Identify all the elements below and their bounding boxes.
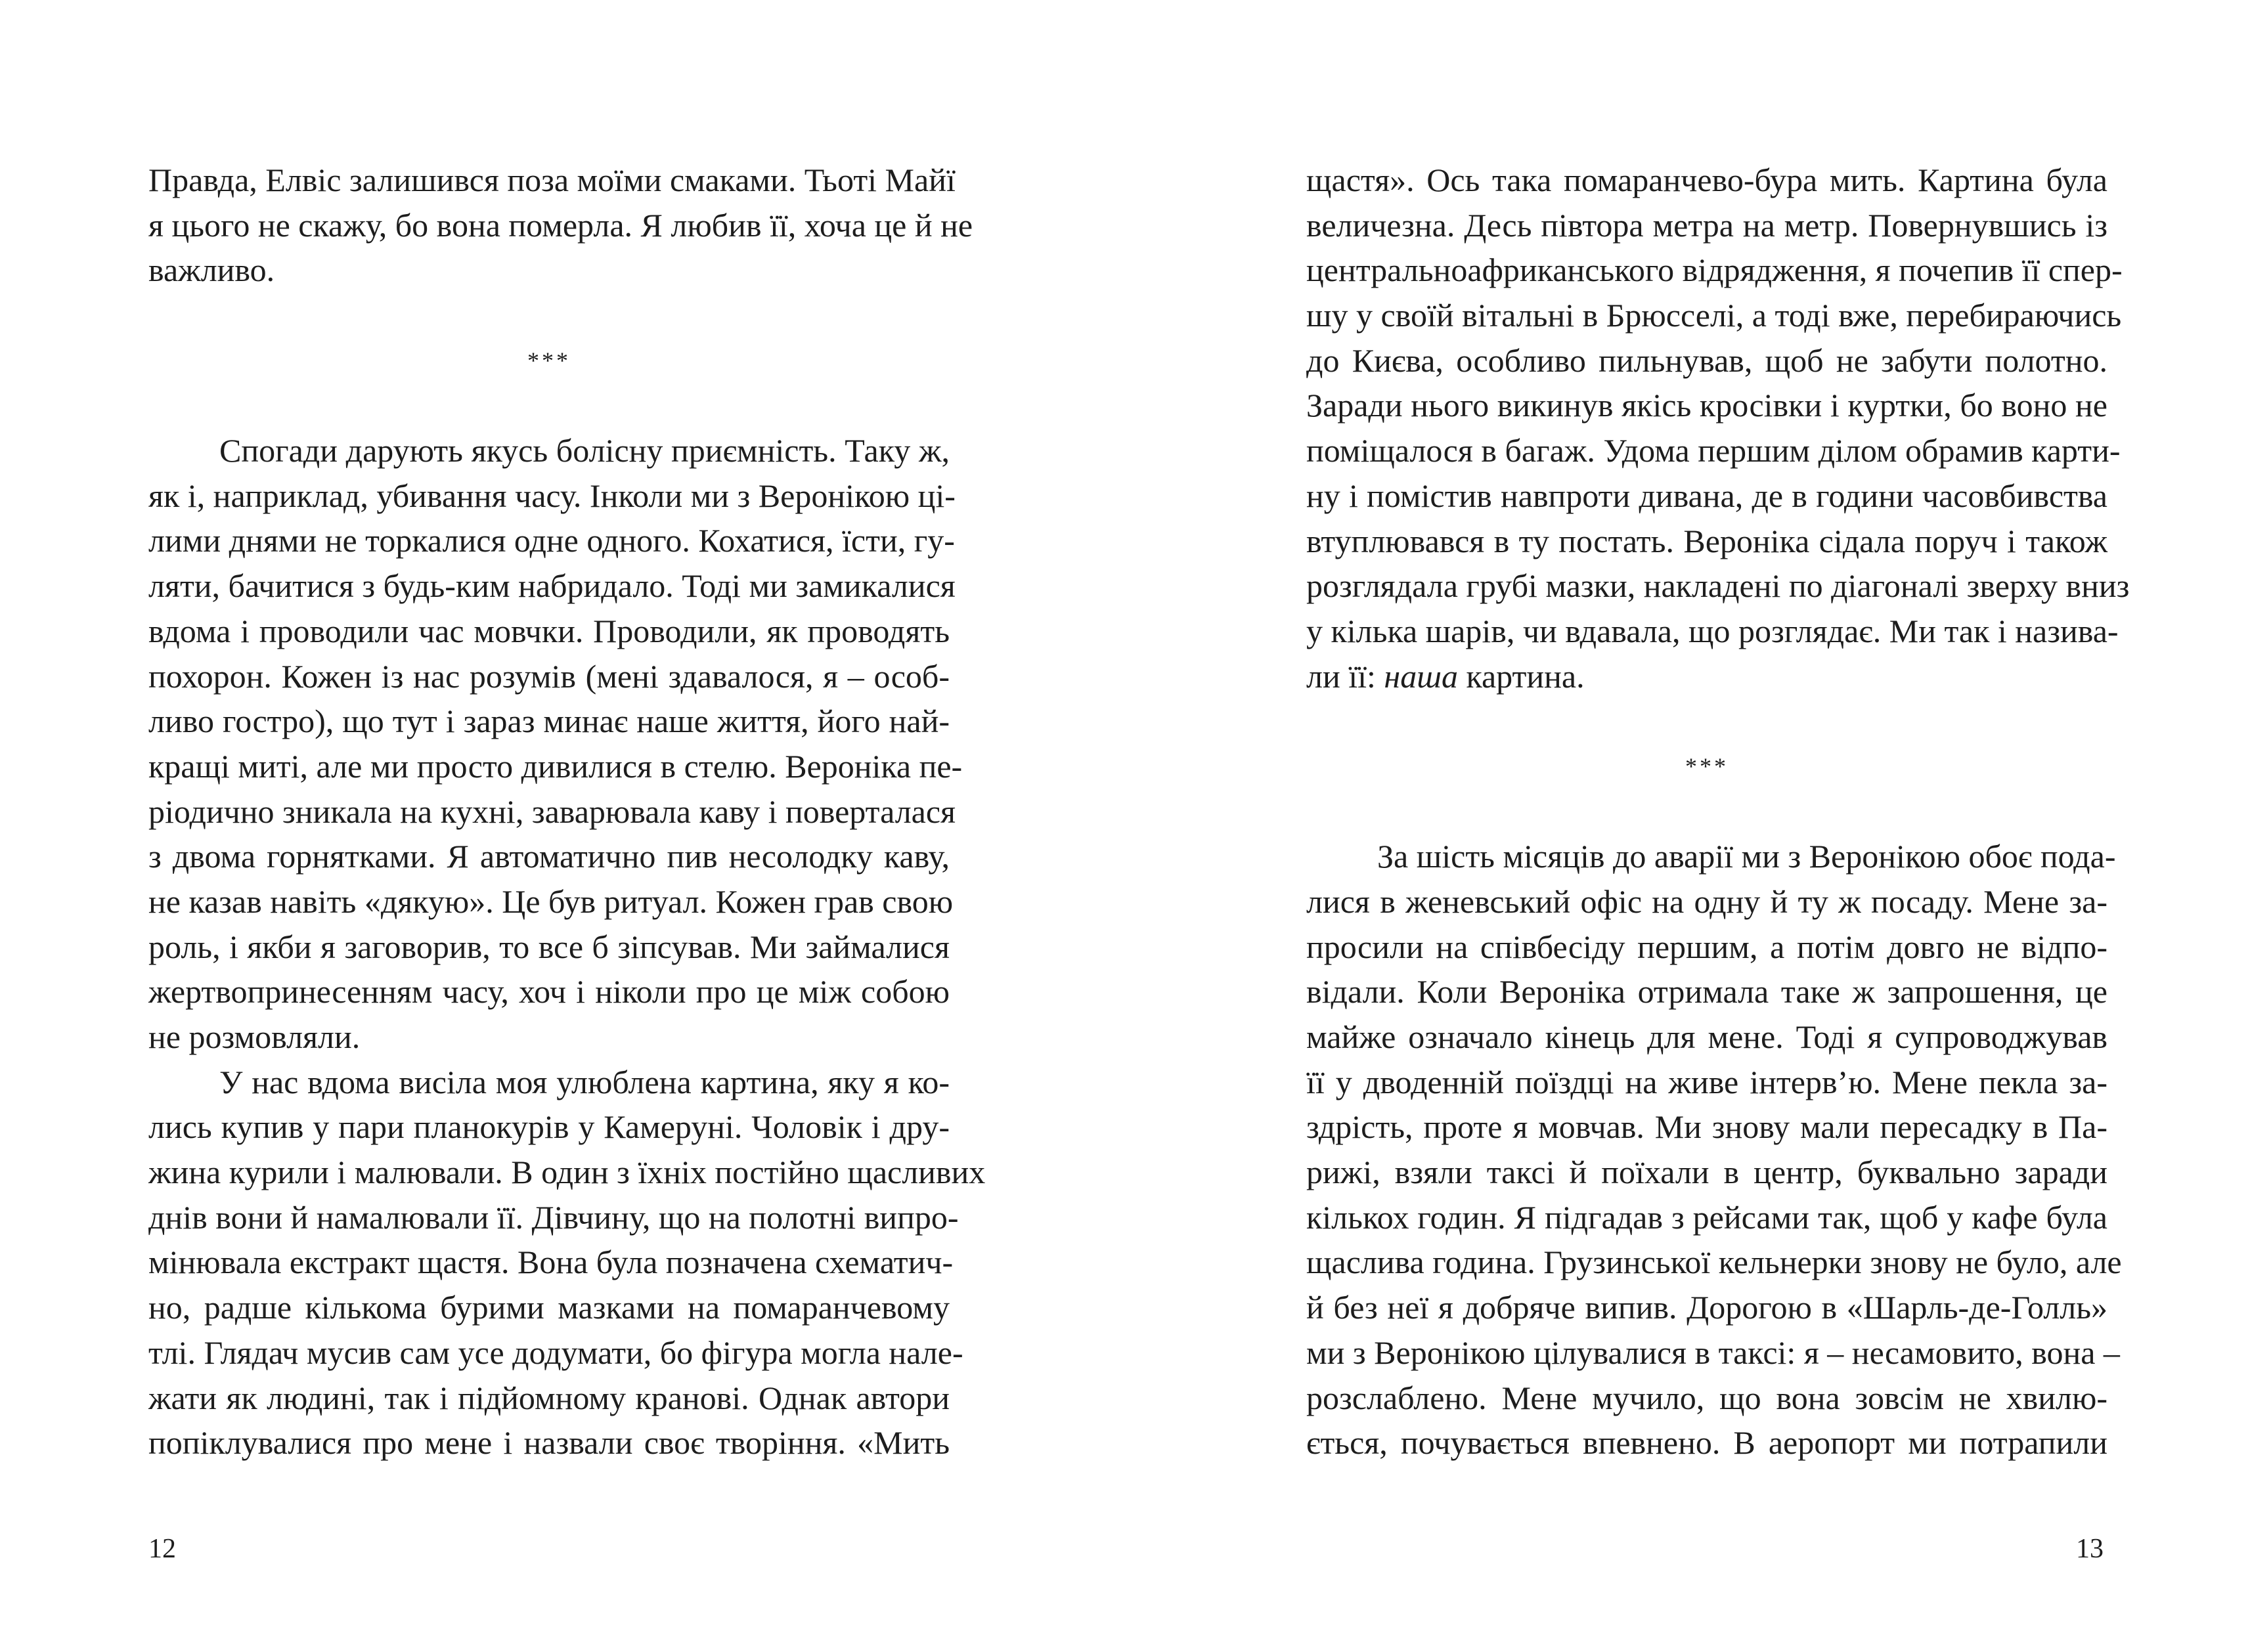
text-line: я цього не скажу, бо вона померла. Я любив її, хоча це й не (148, 206, 973, 244)
text-line: Заради нього викинув якісь кросівки і куртки, бо воно не (1306, 387, 2107, 424)
text-line: ми з Веронікою цілувалися в таксі: я – несамовито, вона – (1306, 1334, 2120, 1371)
right-page-text (1306, 158, 2130, 1466)
text-line: як і, наприклад, убивання часу. Інколи ми з Веронікою ці- (148, 477, 956, 514)
emphasized-word: наша (1384, 657, 1458, 695)
text-fragment: ли її: (1306, 657, 1384, 695)
text-fragment: картина. (1457, 657, 1585, 695)
text-line: не казав навіть «дякую». Це був ритуал. Кожен грав свою (148, 882, 954, 920)
text-line: кращі миті, але ми просто дивилися в стелю. Вероніка пе- (148, 747, 963, 785)
text-line: ливо гостро), що тут і зараз минає наше життя, його най- (148, 703, 950, 740)
text-line: у кілька шарів, чи вдавала, що розглядає. Ми так і назива- (1306, 612, 2119, 649)
text-line: вдома і проводили час мовчки. Проводили, як проводять (148, 612, 950, 649)
text-line: з двома горнятками. Я автоматично пив несолодку каву, (148, 838, 950, 875)
text-line: Спогади дарують якусь болісну приємність. Таку ж, (219, 432, 950, 469)
text-line: тлі. Глядач мусив сам усе додумати, бо фігура могла нале- (148, 1334, 963, 1371)
text-line: лися в женевський офіс на одну й ту ж посаду. Мене за- (1306, 882, 2107, 920)
text-line: розглядала грубі мазки, накладені по діагоналі зверху вниз (1306, 567, 2130, 605)
text-line: днів вони й намалювали її. Дівчину, що на полотні випро- (148, 1198, 959, 1236)
page-number-right: 13 (2076, 1534, 2104, 1564)
text-line: жати як людині, так і підйомному кранові. Однак автори (148, 1379, 950, 1416)
text-line: й без неї я добряче випив. Дорогою в «Шарль-де-Голль» (1306, 1289, 2107, 1326)
text-line: кількох годин. Я підгадав з рейсами так, щоб у кафе була (1306, 1198, 2107, 1236)
text-line: відали. Коли Вероніка отримала таке ж запрошення, це (1306, 973, 2107, 1011)
text-line: не розмовляли. (148, 1018, 361, 1055)
text-line: мінювала екстракт щастя. Вона була позначена схематич- (148, 1244, 954, 1281)
text-line: рижі, взяли таксі й поїхали в центр, буквально заради (1306, 1154, 2107, 1191)
text-line: до Києва, особливо пильнував, щоб не забути полотно. (1306, 341, 2107, 379)
text-line: шу у своїй вітальні в Брюсселі, а тоді вже, перебираючись (1306, 297, 2122, 334)
text-line: жертвопринесенням часу, хоч і ніколи про це між собою (148, 973, 950, 1011)
left-page-text (148, 158, 986, 1466)
text-line: Правда, Елвіс залишився поза моїми смаками. Тьоті Майї (148, 162, 956, 198)
text-line: важливо. (148, 251, 275, 289)
text-line: У нас вдома висіла моя улюблена картина, яку я ко- (219, 1063, 950, 1100)
text-line: центральноафриканського відрядження, я почепив її спер- (1306, 251, 2123, 289)
text-line: втуплювався в ту постать. Вероніка сідала поруч і також (1306, 522, 2107, 559)
page-number-left: 12 (148, 1534, 176, 1564)
text-line: попіклувалися про мене і назвали своє творіння. «Мить (148, 1424, 950, 1462)
text-line: За шість місяців до аварії ми з Веронікою обоє пода- (1377, 838, 2116, 875)
text-line: поміщалося в багаж. Удома першим ділом обрамив карти- (1306, 432, 2121, 469)
text-line: майже означало кінець для мене. Тоді я супроводжував (1306, 1018, 2107, 1055)
text-line: величезна. Десь півтора метра на метр. Повернувшись із (1306, 206, 2107, 244)
section-separator: *** (527, 347, 571, 374)
right-page (1125, 0, 2250, 1652)
text-line: здрість, проте я мовчав. Ми знову мали пересадку в Па- (1306, 1108, 2107, 1146)
text-line (1306, 654, 2107, 699)
section-separator: *** (1685, 753, 1729, 780)
text-line: ється, почувається впевнено. В аеропорт ми потрапили (1306, 1424, 2107, 1462)
text-line: ріодично зникала на кухні, заварювала каву і поверталася (148, 793, 956, 830)
text-line: ляти, бачитися з будь-ким набридало. Тоді ми замикалися (148, 567, 956, 605)
text-line: роль, і якби я заговорив, то все б зіпсував. Ми займалися (148, 928, 950, 965)
text-line: її у дводенній поїздці на живе інтерв’ю. Мене пекла за- (1306, 1063, 2107, 1100)
text-line: ну і помістив навпроти дивана, де в години часовбивства (1306, 477, 2107, 514)
text-line: но, радше кількома бурими мазками на помаранчевому (148, 1289, 950, 1326)
text-line: щастя». Ось така помаранчево-бура мить. Картина була (1306, 162, 2107, 198)
text-line: похорон. Кожен із нас розумів (мені здавалося, я – особ- (148, 657, 950, 695)
text-line: щаслива година. Грузинської кельнерки знову не було, але (1306, 1244, 2122, 1281)
text-line: жина курили і малювали. В один з їхніх постійно щасливих (148, 1154, 986, 1191)
text-line: лись купив у пари планокурів у Камеруні. Чоловік і дру- (148, 1108, 950, 1146)
text-line: лими днями не торкалися одне одного. Кохатися, їсти, гу- (148, 522, 955, 559)
text-line: розслаблено. Мене мучило, що вона зовсім не хвилю- (1306, 1379, 2107, 1416)
text-line: просили на співбесіду першим, а потім довго не відпо- (1306, 928, 2107, 965)
